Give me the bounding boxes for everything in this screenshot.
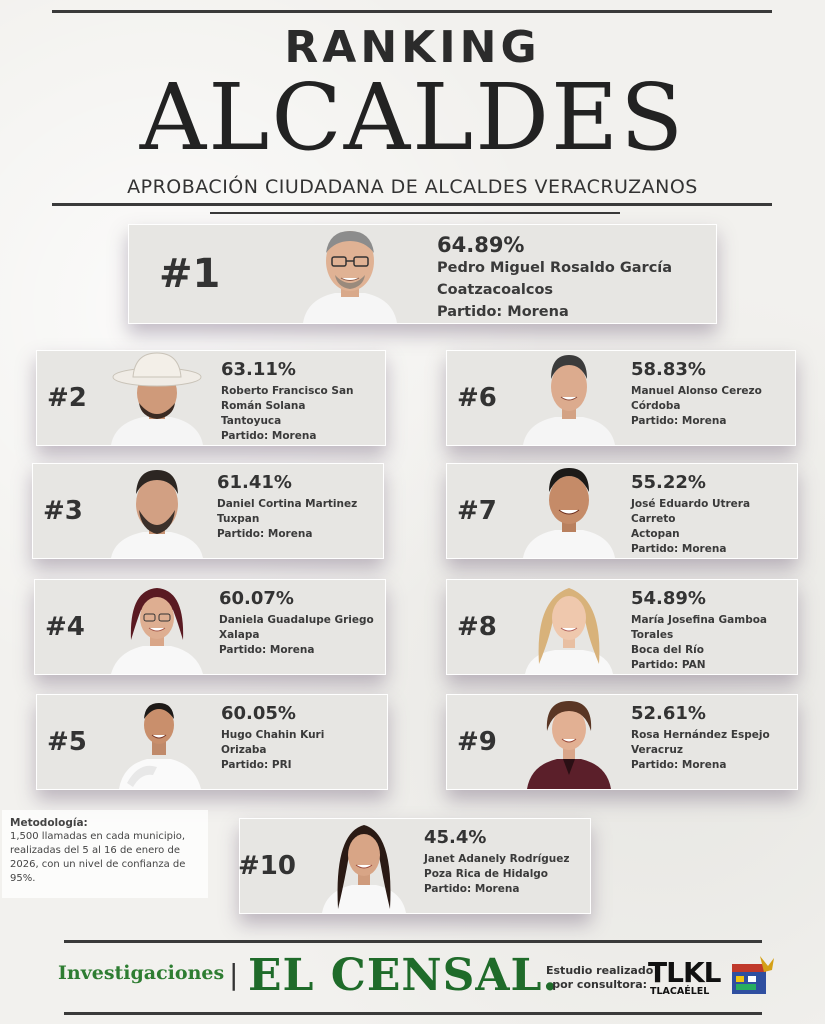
- mayor-name-line2: Torales: [631, 629, 674, 641]
- party: Partido: Morena: [437, 304, 569, 320]
- municipality: Coatzacoalcos: [437, 282, 554, 298]
- rank-card-7: [446, 463, 798, 559]
- approval-percentage: 55.22%: [631, 472, 706, 493]
- municipality: Tantoyuca: [221, 415, 282, 427]
- rank-number: #7: [457, 496, 497, 526]
- methodology-text: 1,500 llamadas en cada municipio, realizadas del 5 al 16 de enero de 2026, con un nivel de confianza de 95%.: [10, 831, 186, 884]
- municipality: Córdoba: [631, 400, 681, 412]
- party: Partido: Morena: [631, 415, 727, 427]
- rank-card-6: [446, 350, 796, 446]
- approval-percentage: 58.83%: [631, 359, 706, 380]
- mayor-photo: [519, 351, 619, 445]
- footer-investigaciones: Investigaciones: [58, 962, 225, 984]
- rank-card-10: [239, 818, 591, 914]
- mayor-photo: [107, 580, 207, 674]
- party: Partido: PAN: [631, 659, 706, 671]
- tlkl-logo-subtext: TLACAÉLEL: [650, 986, 710, 997]
- municipality: Poza Rica de Hidalgo: [424, 868, 549, 880]
- mayor-photo: [295, 225, 405, 323]
- top-rule: [52, 10, 772, 13]
- mayor-info: [217, 497, 357, 542]
- mayor-info: [631, 728, 770, 773]
- mayor-photo: [519, 464, 619, 558]
- rank-card-4: [34, 579, 386, 675]
- mayor-info: [219, 613, 374, 658]
- mayor-name: Rosa Hernández Espejo: [631, 729, 770, 741]
- approval-percentage: 60.05%: [221, 703, 296, 724]
- rank-number: #6: [457, 383, 497, 413]
- municipality: Veracruz: [631, 744, 683, 756]
- footer-study-credit: [546, 964, 653, 992]
- approval-percentage: 45.4%: [424, 827, 487, 848]
- footer-brand-el-censal: EL CENSAL.: [248, 950, 559, 1001]
- approval-percentage: 54.89%: [631, 588, 706, 609]
- municipality: Actopan: [631, 528, 680, 540]
- rank-card-9: [446, 694, 798, 790]
- mayor-info: [437, 257, 672, 323]
- rank-card-3: [32, 463, 384, 559]
- mayor-name: Manuel Alonso Cerezo: [631, 385, 762, 397]
- mayor-name: Daniel Cortina Martinez: [217, 498, 358, 510]
- methodology-title: Metodología:: [10, 817, 88, 829]
- mayor-name-line1: Roberto Francisco San: [221, 385, 354, 397]
- party: Partido: PRI: [221, 759, 292, 771]
- party: Partido: Morena: [217, 528, 313, 540]
- mayor-photo: [109, 695, 209, 789]
- mayor-name: Daniela Guadalupe Griego: [219, 614, 374, 626]
- approval-percentage: 61.41%: [217, 472, 292, 493]
- logo-emblem-icon: [728, 954, 776, 998]
- mayor-name: Janet Adanely Rodríguez: [424, 853, 570, 865]
- mayor-info: [221, 728, 324, 773]
- party: Partido: Morena: [424, 883, 520, 895]
- subtitle: APROBACIÓN CIUDADANA DE ALCALDES VERACRUZANOS: [127, 176, 698, 198]
- rank-card-1: [128, 224, 717, 324]
- mayor-info: [221, 384, 354, 444]
- mayor-photo: [519, 695, 619, 789]
- rank-card-8: [446, 579, 798, 675]
- footer-rule-top: [64, 940, 762, 943]
- subtitle-rule-thin: [210, 212, 620, 214]
- study-line2: por consultora:: [552, 978, 648, 991]
- rank-number: #9: [457, 727, 497, 757]
- party: Partido: Morena: [631, 759, 727, 771]
- municipality: Orizaba: [221, 744, 267, 756]
- tlacaelel-logo: [648, 954, 776, 1002]
- municipality: Boca del Río: [631, 644, 704, 656]
- mayor-info: [631, 613, 767, 673]
- municipality: Xalapa: [219, 629, 260, 641]
- study-line1: Estudio realizado: [546, 964, 654, 977]
- mayor-name-line1: María Josefina Gamboa: [631, 614, 768, 626]
- party: Partido: Morena: [631, 543, 727, 555]
- mayor-name-line2: Carreto: [631, 513, 676, 525]
- mayor-name: Hugo Chahin Kuri: [221, 729, 325, 741]
- rank-number: #3: [43, 496, 83, 526]
- title-ranking: RANKING: [284, 22, 541, 73]
- rank-number: #4: [45, 612, 85, 642]
- methodology-note: [2, 810, 208, 898]
- approval-percentage: 63.11%: [221, 359, 296, 380]
- party: Partido: Morena: [221, 430, 317, 442]
- footer-separator: |: [229, 958, 239, 991]
- mayor-name-line1: José Eduardo Utrera: [631, 498, 751, 510]
- subtitle-rule: [52, 203, 772, 206]
- rank-number: #8: [457, 612, 497, 642]
- mayor-photo: [107, 464, 207, 558]
- rank-card-5: [36, 694, 388, 790]
- rank-number: #5: [47, 727, 87, 757]
- mayor-info: [631, 384, 762, 429]
- mayor-info: [631, 497, 750, 557]
- mayor-photo: [107, 351, 207, 445]
- mayor-name: Pedro Miguel Rosaldo García: [437, 260, 673, 276]
- tlkl-logo-text: TLKL: [648, 956, 721, 989]
- rank-number: #2: [47, 383, 87, 413]
- mayor-photo: [519, 580, 619, 674]
- title-alcaldes: ALCALDES: [139, 64, 686, 171]
- rank-number: #1: [159, 251, 221, 297]
- rank-number: #10: [238, 851, 296, 881]
- footer-rule-bottom: [64, 1012, 762, 1015]
- party: Partido: Morena: [219, 644, 315, 656]
- mayor-name-line2: Román Solana: [221, 400, 306, 412]
- mayor-info: [424, 852, 570, 897]
- municipality: Tuxpan: [217, 513, 260, 525]
- approval-percentage: 60.07%: [219, 588, 294, 609]
- rank-card-2: [36, 350, 386, 446]
- approval-percentage: 64.89%: [437, 233, 525, 257]
- approval-percentage: 52.61%: [631, 703, 706, 724]
- mayor-photo: [314, 819, 414, 913]
